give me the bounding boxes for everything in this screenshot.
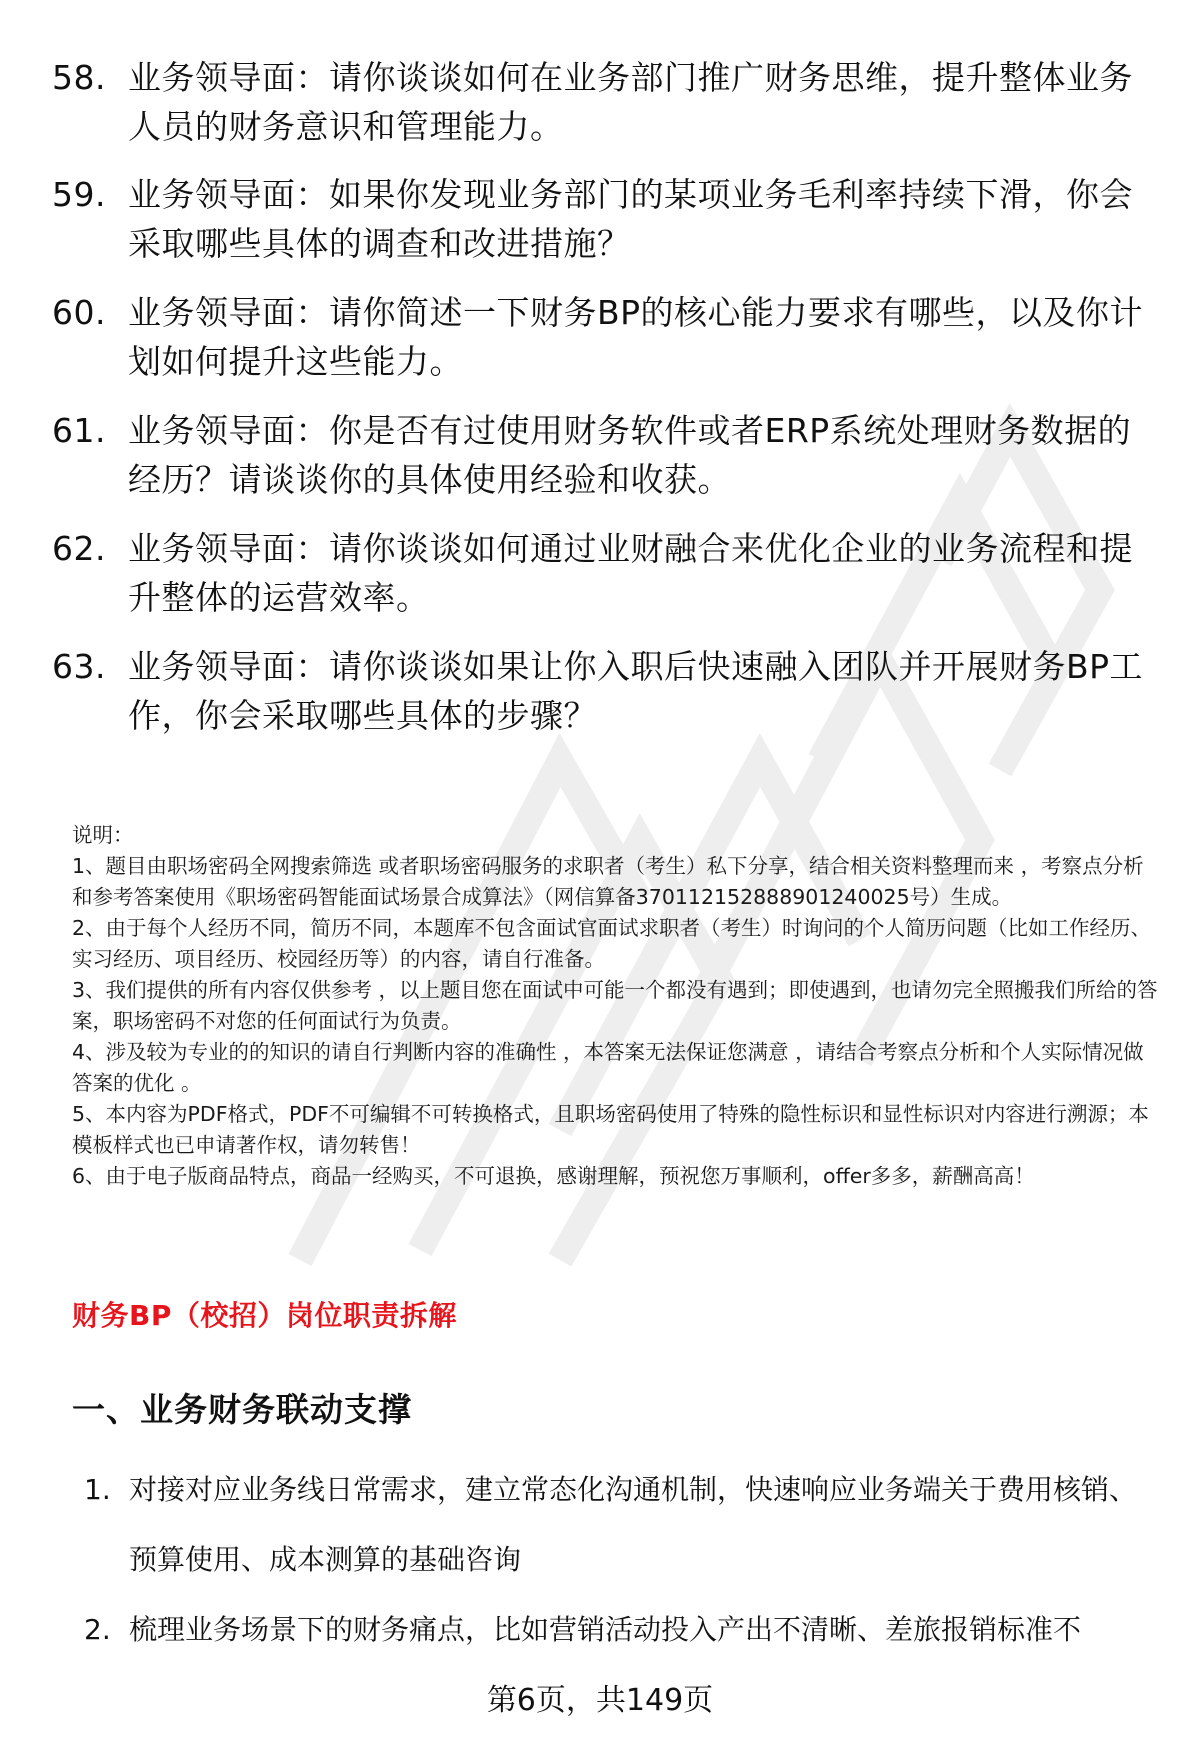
- question-text: 业务领导面：如果你发现业务部门的某项业务毛利率持续下滑，你会采取哪些具体的调查和改进措施？: [128, 175, 1133, 263]
- question-text: 业务领导面：请你谈谈如何通过业财融合来优化企业的业务流程和提升整体的运营效率。: [128, 529, 1133, 617]
- question-item: [52, 642, 1162, 740]
- note-item: 1、题目由职场密码全网搜索筛选 或者职场密码服务的求职者（考生）私下分享，结合相关资料整理而来 ，考察点分析和参考答案使用《职场密码智能面试场景合成算法》（网信算备370112152888901240025号）生成。: [72, 854, 1144, 909]
- question-text: 业务领导面：请你简述一下财务BP的核心能力要求有哪些，以及你计划如何提升这些能力。: [128, 293, 1144, 381]
- note-item: 3、我们提供的所有内容仅供参考 ，以上题目您在面试中可能一个都没有遇到；即使遇到，也请勿完全照搬我们所给的答案，职场密码不对您的任何面试行为负责。: [72, 978, 1158, 1033]
- note-item: 4、涉及较为专业的的知识的请自行判断内容的准确性 ，本答案无法保证您满意 ，请结合考察点分析和个人实际情况做答案的优化 。: [72, 1040, 1144, 1095]
- question-number: 59.: [52, 175, 106, 214]
- question-number: 60.: [52, 293, 106, 332]
- note-item: 6、由于电子版商品特点，商品一经购买，不可退换，感谢理解，预祝您万事顺利，offer多多，薪酬高高！: [72, 1164, 1035, 1188]
- responsibility-number: 2.: [84, 1613, 111, 1646]
- question-number: 61.: [52, 411, 106, 450]
- question-item: [52, 288, 1162, 386]
- question-item: [52, 524, 1162, 622]
- responsibility-text: 梳理业务场景下的财务痛点，比如营销活动投入产出不清晰、差旅报销标准不: [129, 1613, 1082, 1646]
- question-text: 业务领导面：你是否有过使用财务软件或者ERP系统处理财务数据的经历？请谈谈你的具体使用经验和收获。: [128, 411, 1132, 499]
- page-number: 第6页，共149页: [486, 1683, 714, 1718]
- note-item: 5、本内容为PDF格式，PDF不可编辑不可转换格式，且职场密码使用了特殊的隐性标识和显性标识对内容进行溯源；本模板样式也已申请著作权，请勿转售！: [72, 1102, 1149, 1157]
- notes-title: 说明：: [72, 823, 134, 847]
- responsibility-item: [84, 1595, 1164, 1665]
- question-item: [52, 406, 1162, 504]
- section-heading: 一、业务财务联动支撑: [72, 1390, 412, 1429]
- responsibility-item: [84, 1455, 1164, 1595]
- question-number: 63.: [52, 647, 106, 686]
- job-breakdown-heading: 财务BP（校招）岗位职责拆解: [72, 1299, 457, 1332]
- notes-section: [72, 820, 1162, 1192]
- question-item: [52, 170, 1162, 268]
- question-number: 62.: [52, 529, 106, 568]
- responsibility-text: 对接对应业务线日常需求，建立常态化沟通机制，快速响应业务端关于费用核销、预算使用、成本测算的基础咨询: [129, 1473, 1138, 1576]
- question-number: 58.: [52, 58, 106, 97]
- question-text: 业务领导面：请你谈谈如何在业务部门推广财务思维，提升整体业务人员的财务意识和管理能力。: [128, 58, 1133, 146]
- responsibility-number: 1.: [84, 1473, 111, 1506]
- note-item: 2、由于每个人经历不同，简历不同，本题库不包含面试官面试求职者（考生）时询问的个人简历问题（比如工作经历、实习经历、项目经历、校园经历等）的内容，请自行准备。: [72, 916, 1152, 971]
- question-item: [52, 53, 1162, 151]
- question-text: 业务领导面：请你谈谈如果让你入职后快速融入团队并开展财务BP工作，你会采取哪些具体的步骤？: [128, 647, 1144, 735]
